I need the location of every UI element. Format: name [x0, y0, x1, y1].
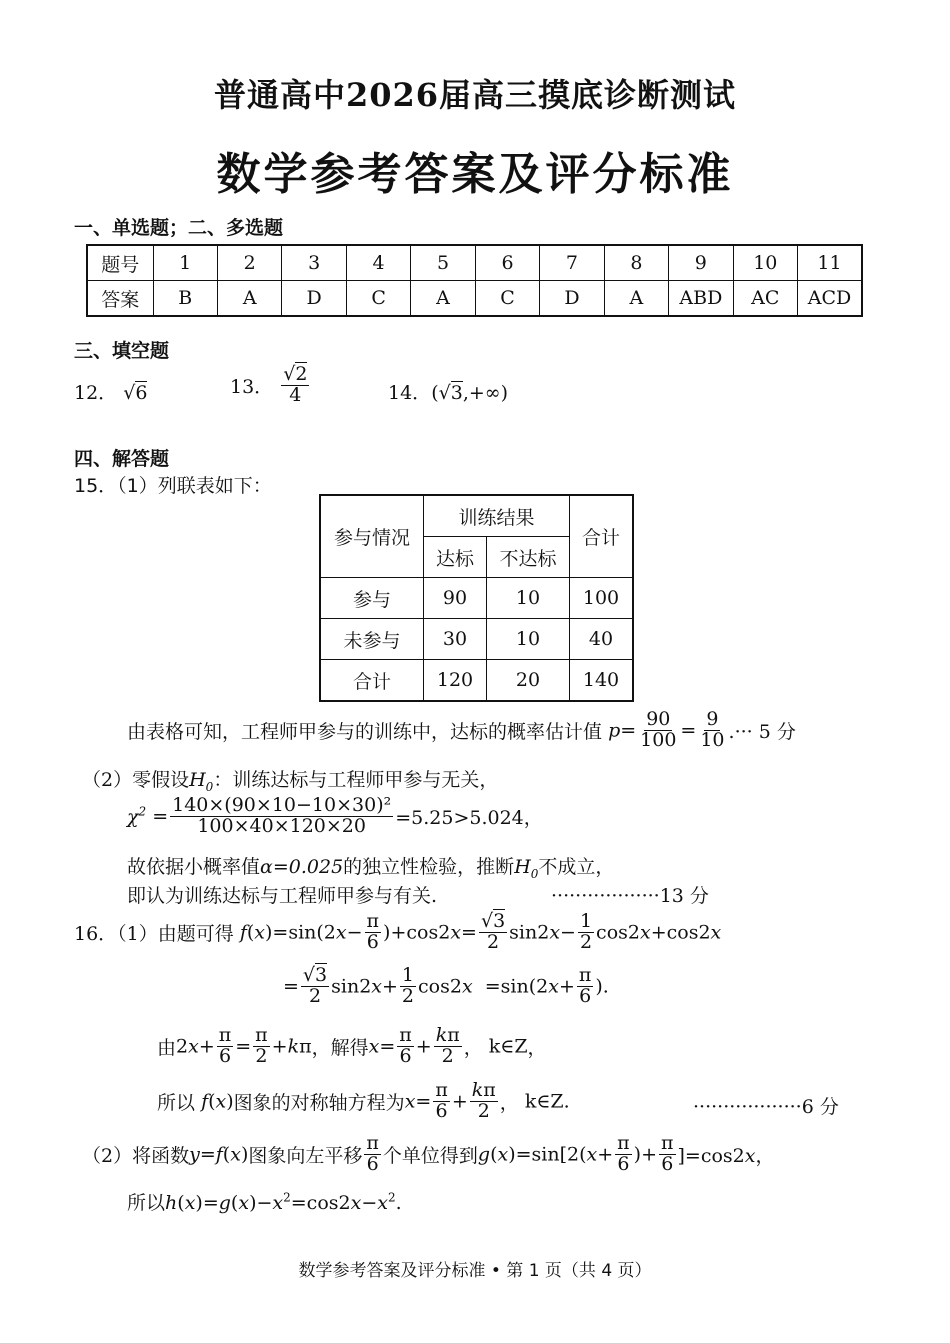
text: 16．（1）由题可得 [74, 922, 234, 945]
row-label: 未参与 [320, 619, 424, 660]
header-participation: 参与情况 [320, 495, 424, 578]
table-row [320, 660, 633, 702]
question-number: 2 [217, 245, 281, 281]
row-label: 参与 [320, 578, 424, 619]
answer-cell: A [217, 281, 281, 317]
question-number: 6 [475, 245, 539, 281]
q15-probability-line: 由表格可知，工程师甲参与的训练中，达标的概率估计值 p= $\frac{90}{100}$ = $\frac{9}{10}$ .··· 5 分 [127, 708, 796, 751]
header-result: 训练结果 [424, 495, 570, 537]
cell-fail: 10 [487, 619, 570, 660]
table-row [320, 619, 633, 660]
table-row [320, 578, 633, 619]
sqrt-sign-icon: √ [438, 382, 451, 404]
cell-total: 140 [570, 660, 634, 702]
answer-cell: AC [733, 281, 797, 317]
radicand: 3 [450, 382, 463, 404]
page-footer: 数学参考答案及评分标准 • 第 1 页（共 4 页） [298, 1261, 652, 1281]
question-number: 5 [411, 245, 475, 281]
denominator: 4 [289, 383, 302, 406]
q15-conclusion-line1 [127, 852, 614, 881]
text: （2）将函数 [82, 1144, 190, 1167]
q15-intro: 15．（1）列联表如下： [74, 475, 272, 497]
h0-symbol: $H_0$ [189, 769, 214, 794]
row-label-question: 题号 [87, 245, 153, 281]
table-row [320, 495, 633, 537]
cell-total: 40 [570, 619, 634, 660]
table-row [87, 245, 862, 281]
text: k∈Z [524, 1090, 564, 1113]
sqrt-sign-icon: √ [283, 363, 296, 385]
h0-symbol: $H_0$ [514, 856, 539, 881]
answer-table [86, 244, 863, 317]
question-number: 13． [230, 375, 274, 398]
question-number: 9 [669, 245, 733, 281]
fraction: $\frac{\text{140×(90×10−10×30)²}}{100\times 40\times 120\times 20}$ [172, 794, 392, 837]
cell-pass: 90 [424, 578, 487, 619]
question-number: 10 [733, 245, 797, 281]
interval-rest: ,+∞) [462, 382, 509, 404]
answer-cell: C [475, 281, 539, 317]
text: 所以 [127, 1192, 166, 1214]
contingency-table [319, 494, 634, 702]
page-title: 普通高中2026届高三摸底诊断测试 [213, 76, 737, 114]
row-label: 合计 [320, 660, 424, 702]
section-heading-choice: 一、单选题；二、多选题 [74, 217, 284, 239]
header-pass: 达标 [424, 537, 487, 578]
q15-conclusion-line2: 即认为训练达标与工程师甲参与有关. [127, 885, 438, 907]
section-heading-solution: 四、解答题 [74, 448, 170, 470]
text: ，解得 [311, 1036, 369, 1059]
answer-13 [230, 365, 311, 406]
question-number: 3 [282, 245, 346, 281]
radicand: 2 [295, 363, 308, 385]
cell-pass: 120 [424, 660, 487, 702]
q16-part2-line2: 所以$h(x)=g(x)-x^2=\cos 2x-x^2$. [127, 1190, 402, 1214]
text: 图象的对称轴方程为 [233, 1091, 405, 1114]
q15-chi-square: $\chi^2$ = $\frac{\text{140×(90×10−10×30)²}}{100\times 40\times 120\times 20}$ =5.25>5.024， [127, 794, 543, 837]
text: 所以 [157, 1091, 196, 1114]
cell-fail: 10 [487, 578, 570, 619]
question-number: 12． [74, 382, 118, 404]
question-number: 1 [153, 245, 217, 281]
header-fail: 不达标 [487, 537, 570, 578]
question-number: 11 [798, 245, 862, 281]
q16-part2-line1: （2）将函数y=f(x)图象向左平移 $\frac{\pi}{6}$ 个单位得到g(x)=sin[2(x+ $\frac{\pi}{6}$ )+ $\frac{\pi}{6}$ ]=cos2x， [82, 1132, 775, 1175]
answer-cell: D [282, 281, 346, 317]
radicand: 6 [135, 382, 148, 404]
text: 个单位得到 [382, 1144, 478, 1167]
answer-cell: C [346, 281, 410, 317]
answer-cell: ACD [798, 281, 862, 317]
question-number: 14． [388, 382, 432, 404]
q16-line3: 由2x+ $\frac{\pi}{6}$ = $\frac{\pi}{2}$ +kπ，解得x= $\frac{\pi}{6}$ + $\frac{k\pi}{2}$ ， k∈Z， [157, 1024, 547, 1067]
text: 不成立， [538, 856, 615, 878]
text: 由表格可知，工程师甲参与的训练中，达标的概率估计值 [127, 720, 603, 743]
answer-12 [74, 378, 147, 405]
q15-part2-hypothesis [82, 765, 498, 794]
question-number: 7 [540, 245, 604, 281]
row-label-answer: 答案 [87, 281, 153, 317]
score-label: ··················6 分 [693, 1096, 839, 1118]
page-subtitle: 数学参考答案及评分标准 [216, 149, 734, 200]
fraction [281, 365, 309, 406]
q16-line2: = $\frac{√3}{2}$ sin2x+ $\frac{1}{2}$ cos2x =sin(2x+ $\frac{\pi}{6}$ ). [283, 964, 609, 1007]
answer-cell: A [604, 281, 668, 317]
fraction: $\frac{9}{10}$ [700, 708, 725, 751]
text: 图象向左平移 [248, 1144, 363, 1167]
table-row [87, 281, 862, 317]
fraction: $\frac{90}{100}$ [640, 708, 677, 751]
alpha-value: α=0.025 [260, 856, 344, 878]
text: （2）零假设 [82, 769, 190, 791]
sqrt-sign-icon: √ [123, 382, 136, 404]
text: 故依据小概率值 [127, 856, 261, 878]
answer-cell: ABD [669, 281, 733, 317]
cell-fail: 20 [487, 660, 570, 702]
score-label: ··················13 分 [551, 885, 709, 907]
interval-open: ( [431, 382, 439, 404]
cell-pass: 30 [424, 619, 487, 660]
question-number: 4 [346, 245, 410, 281]
header-total: 合计 [570, 495, 634, 578]
score-label: .··· 5 分 [728, 720, 796, 743]
answer-cell: A [411, 281, 475, 317]
question-number: 8 [604, 245, 668, 281]
text: k∈Z [488, 1035, 528, 1058]
answer-cell: D [540, 281, 604, 317]
cell-total: 100 [570, 578, 634, 619]
text: 的独立性检验，推断 [343, 856, 515, 878]
q16-line4: 所以 f(x)图象的对称轴方程为x= $\frac{\pi}{6}$ + $\frac{k\pi}{2}$ ， k∈Z. [157, 1079, 570, 1122]
answer-14 [388, 378, 508, 405]
variable: p [608, 719, 621, 742]
text: ：训练达标与工程师甲参与无关， [213, 769, 499, 791]
section-heading-fill: 三、填空题 [74, 340, 170, 362]
q16-line1: 16．（1）由题可得 f(x)=sin(2x− $\frac{\pi}{6}$ )+cos2x= $\frac{√3}{2}$ sin2x− $\frac{1}{2}$ cos2x+cos2x [74, 910, 722, 953]
answer-cell: B [153, 281, 217, 317]
text: =5.25>5.024， [395, 806, 543, 829]
text: 由 [157, 1036, 177, 1059]
